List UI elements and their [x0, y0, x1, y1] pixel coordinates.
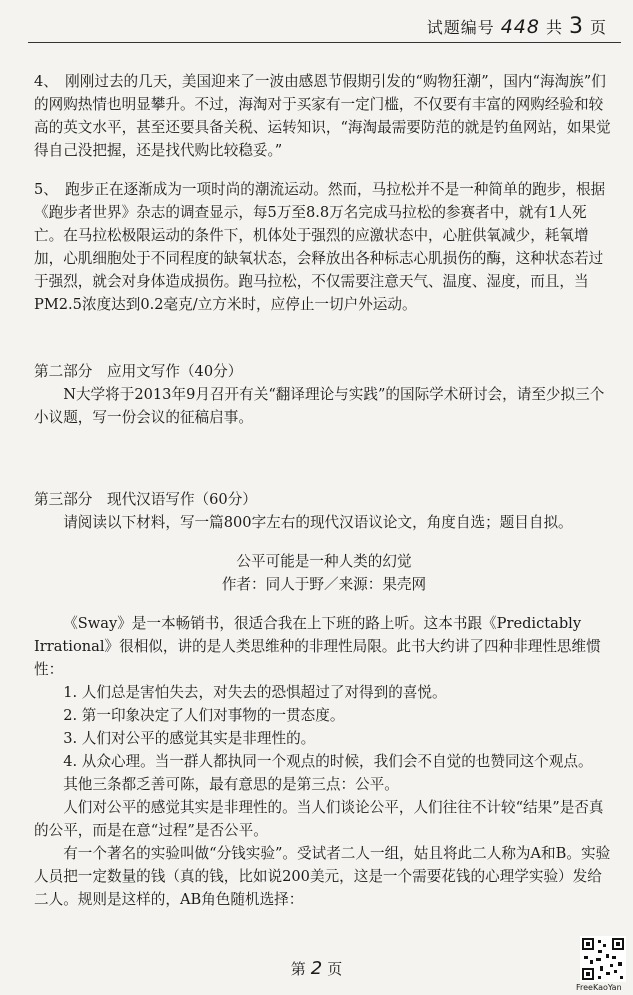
- list-item: 2. 第一印象决定了人们对事物的一贯态度。: [63, 707, 345, 724]
- header-divider: [28, 42, 621, 43]
- part-3-heading: 第三部分 现代汉语写作（60分）: [34, 491, 257, 508]
- article-title: 公平可能是一种人类的幻觉: [236, 553, 412, 570]
- article-author: 作者：同人于野／来源：果壳网: [221, 576, 427, 593]
- total-pages: 3: [568, 14, 584, 39]
- question-5: [34, 178, 614, 316]
- total-prefix: 共: [545, 18, 563, 37]
- list-item: 4. 从众心理。当一群人都执同一个观点的时候，我们会不自觉的也赞同这个观点。: [63, 753, 593, 770]
- part-3-instruction: 请阅读以下材料，写一篇800字左右的现代汉语议论文，角度自选；题目自拟。: [63, 514, 573, 531]
- question-4: [34, 70, 614, 162]
- qr-code-icon: [580, 936, 626, 982]
- article-paragraph: 有一个著名的实验叫做“分钱实验”。受试者二人一组，姑且将此二人称为A和B。实验人员把一定数量的钱（真的钱，比如说200美元，这是一个需要花钱的心理学实验）发给二人。规则是这样的，AB角色随机选择：: [34, 845, 611, 908]
- part-2: [34, 360, 614, 429]
- part-2-body: N大学将于2013年9月召开有关“翻译理论与实践”的国际学术研讨会，请至少拟三个小议题，写一份会议的征稿启事。: [34, 386, 605, 426]
- part-2-heading: 第二部分 应用文写作（40分）: [34, 363, 243, 380]
- page-header: [427, 14, 607, 39]
- header-label: 试题编号: [426, 18, 495, 37]
- article-intro: 《Sway》是一本畅销书，很适合我在上下班的路上听。这本书跟《Predictably Irrational》很相似，讲的是人类思维种的非理性局限。此书大约讲了四种非理性思维惯性：: [34, 615, 601, 678]
- article-body: [34, 612, 614, 911]
- question-5-text: 5、 跑步正在逐渐成为一项时尚的潮流运动。然而，马拉松并不是一种简单的跑步，根据《跑步者世界》杂志的调查显示，每5万至8.8万名完成马拉松的参赛者中，就有1人死亡。在马拉松极限运动的条件下，机体处于强烈的应激状态中，心脏供氧减少，耗氧增加，心肌细胞处于不同程度的缺氧状态，会释放出各种标志心肌损伤的酶，这种状态若过于强烈，就会对身体造成损伤。跑马拉松，不仅需要注意天气、温度、湿度，而且，当PM2.5浓度达到0.2毫克/立方米时，应停止一切户外运动。: [34, 181, 606, 313]
- page-footer: [0, 958, 633, 979]
- part-3: [34, 488, 614, 534]
- list-item: 3. 人们对公平的感觉其实是非理性的。: [63, 730, 316, 747]
- page-number: 2: [310, 958, 323, 979]
- total-suffix: 页: [589, 18, 607, 37]
- question-4-text: 4、 刚刚过去的几天，美国迎来了一波由感恩节假期引发的“购物狂潮”，国内“海淘族”们的网购热情也明显攀升。不过，海淘对于买家有一定门槛，不仅要有丰富的网购经验和较高的英文水平，甚至还要具备关税、运转知识，“海淘最需要防范的就是钓鱼网站，如果觉得自己没把握，还是找代购比较稳妥。”: [34, 73, 611, 159]
- article-paragraph: 其他三条都乏善可陈，最有意思的是第三点：公平。: [63, 776, 399, 793]
- article-paragraph: 人们对公平的感觉其实是非理性的。当人们谈论公平，人们往往不计较“结果”是否真的公平，而是在意“过程”是否公平。: [34, 799, 604, 839]
- list-item: 1. 人们总是害怕失去，对失去的恐惧超过了对得到的喜悦。: [63, 684, 447, 701]
- exam-code: 448: [500, 16, 540, 38]
- watermark-label: FreeKaoYan: [576, 983, 622, 992]
- article-heading: [34, 550, 614, 596]
- footer-prefix: 第: [290, 960, 306, 978]
- footer-suffix: 页: [327, 960, 343, 978]
